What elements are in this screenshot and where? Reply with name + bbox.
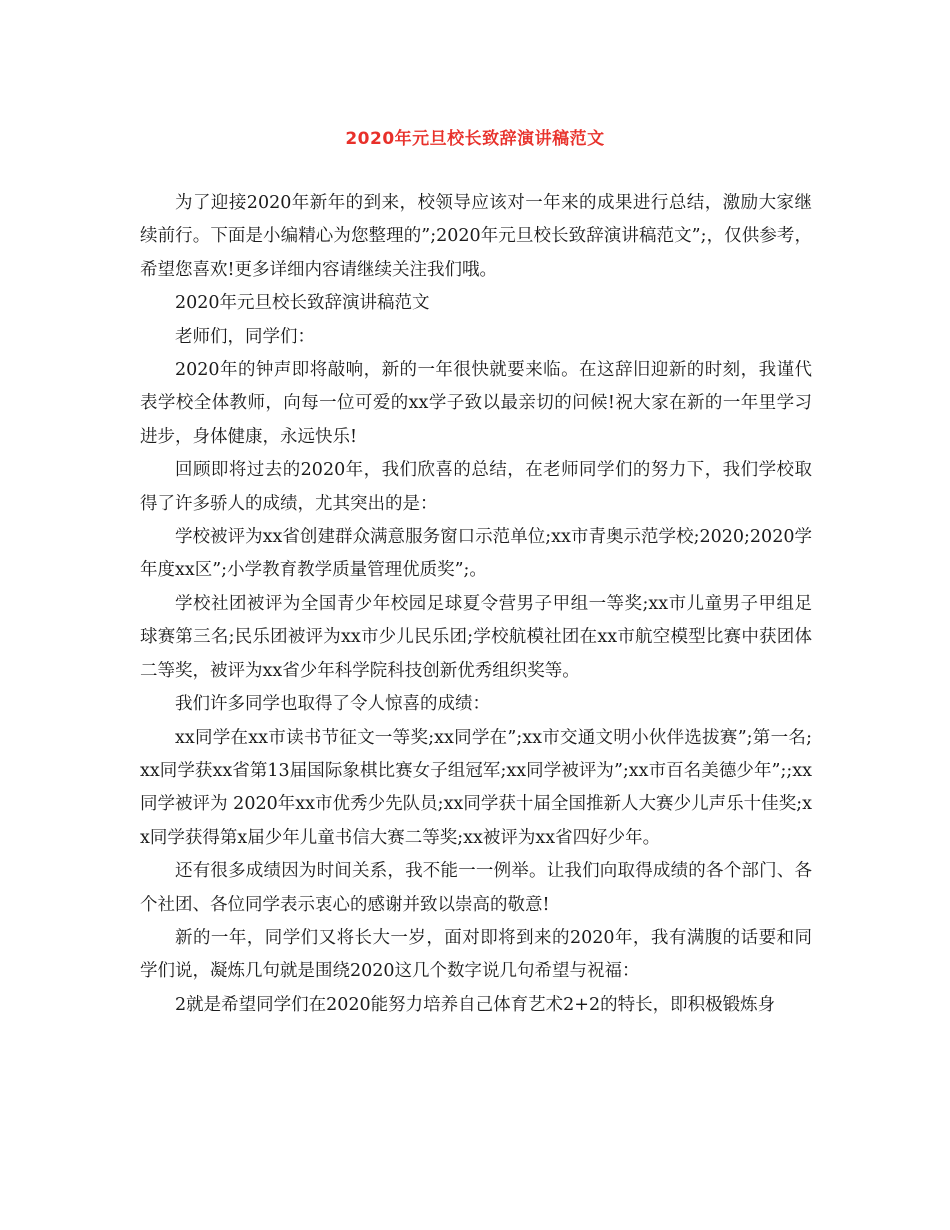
- paragraph-salutation: 老师们，同学们：: [175, 326, 315, 347]
- paragraph-student-honors: xx同学在xx市读书节征文一等奖;xx同学在”;xx市交通文明小伙伴选拔赛”;第一名;xx同学获xx省第13届国际象棋比赛女子组冠军;xx同学被评为”;xx市百名美德少年”;;xx同学被评为 2020年xx市优秀少先队员;xx同学获十届全国推新人大赛少儿声乐十佳奖;xx同学获得第x届少年儿童书信大赛二等奖;xx被评为xx省四好少年。: [140, 727, 812, 848]
- document-title: 2020年元旦校长致辞演讲稿范文: [345, 129, 605, 149]
- paragraph-thanks: 还有很多成绩因为时间关系，我不能一一例举。让我们向取得成绩的各个部门、各个社团、各位同学表示衷心的感谢并致以崇高的敬意!: [140, 861, 812, 915]
- document-body: [140, 187, 812, 1022]
- paragraph-greeting: 2020年的钟声即将敲响，新的一年很快就要来临。在这辞旧迎新的时刻，我谨代表学校全体教师，向每一位可爱的xx学子致以最亲切的问候!祝大家在新的一年里学习进步，身体健康，永远快乐!: [140, 360, 812, 447]
- paragraph-student-intro: 我们许多同学也取得了令人惊喜的成绩：: [175, 694, 490, 715]
- paragraph-new-year: 新的一年，同学们又将长大一岁，面对即将到来的2020年，我有满腹的话要和同学们说，凝炼几句就是围绕2020这几个数字说几句希望与祝福：: [140, 927, 812, 982]
- paragraph-subtitle: 2020年元旦校长致辞演讲稿范文: [175, 293, 430, 314]
- paragraph-wish-2: 2就是希望同学们在2020能努力培养自己体育艺术2+2的特长，即积极锻炼身: [175, 994, 776, 1015]
- paragraph-intro: 为了迎接2020年新年的到来，校领导应该对一年来的成果进行总结，激励大家继续前行。下面是小编精心为您整理的”;2020年元旦校长致辞演讲稿范文”;，仅供参考，希望您喜欢!更多详细内容请继续关注我们哦。: [140, 193, 812, 280]
- paragraph-review: 回顾即将过去的2020年，我们欣喜的总结，在老师同学们的努力下，我们学校取得了许多骄人的成绩，尤其突出的是：: [140, 460, 812, 514]
- paragraph-club-honors: 学校社团被评为全国青少年校园足球夏令营男子甲组一等奖;xx市儿童男子甲组足球赛第三名;民乐团被评为xx市少儿民乐团;学校航模社团在xx市航空模型比赛中获团体二等奖，被评为xx省少年科学院科技创新优秀组织奖等。: [140, 593, 812, 681]
- paragraph-school-honors: 学校被评为xx省创建群众满意服务窗口示范单位;xx市青奥示范学校;2020;2020学年度xx区”;小学教育教学质量管理优质奖”;。: [140, 527, 812, 581]
